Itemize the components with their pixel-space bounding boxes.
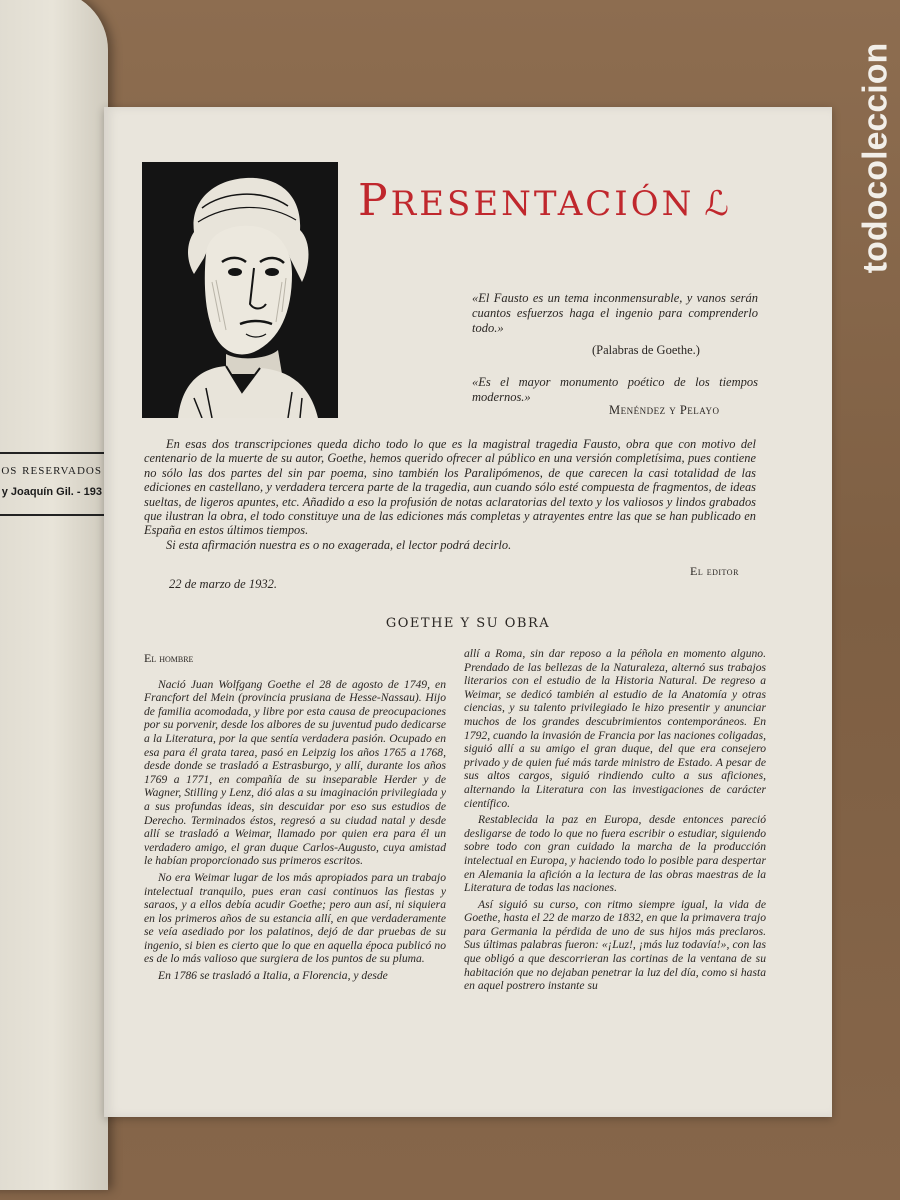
left-page xyxy=(0,0,108,1190)
body-paragraph: Así siguió su curso, con ritmo siempre igual, la vida de Goethe, hasta el 22 de marzo de 1832, en que la primavera trajo para Germania la pérdida de uno de sus hijos más preclaros. Sus últimas palabras fueron: «¡Luz!, ¡más luz todavía!», con las que obligó a que descorrieran las cortinas de la ventana de su habitación que no dejaban penetrar la luz del día, como si hasta en aquel postrero instante su xyxy=(464,897,766,993)
intro-text xyxy=(144,437,756,552)
title-flourish: ℒ xyxy=(704,184,732,224)
body-paragraph: allí a Roma, sin dar reposo a la péñola en momento alguno. Prendado de las bellezas de la Naturaleza, alternó sus trabajos literarios con el estudio de la Historia Natural. De regreso a Weimar, se dedicó también al estudio de la Anatomía y otras ciencias, y su talento privilegiado le hizo presentir y anunciar muchos de los grandes descubrimientos contemporáneos. En 1792, cuando la invasión de Francia por las naciones coligadas, siguió allí a su amigo el gran duque, del que era consejero privado y de quien fué más tarde ministro de Estado. A pesar de sus altos cargos, siguió rindiendo culto a sus aficiones, alternando la Literatura con las investigaciones de carácter científico. xyxy=(464,647,766,810)
section-title: GOETHE Y SU OBRA xyxy=(385,616,551,631)
column-left xyxy=(144,652,446,986)
body-paragraph: Restablecida la paz en Europa, desde entonces pareció desligarse de todo lo que no fuera escribir o estudiar, siguiendo sobre todo con gran cuidado la marcha de la producción intelectual en Europa, y haciendo todo lo posible para despertar en Alemania la afición a la lectura de las obras maestras de la Literatura de todas las naciones. xyxy=(464,813,766,895)
section-subhead: El hombre xyxy=(144,651,194,665)
left-label-line1: os reservados xyxy=(1,462,102,478)
intro-paragraph: En esas dos transcripciones queda dicho todo lo que es la magistral tragedia Fausto, obra que con motivo del centenario de la muerte de su autor, Goethe, hemos querido ofrecer al público en una versión completísima, pues contiene no sólo las dos partes del sin par poema, sino también los Paralipómenos, de que carecen la casi totalidad de las ediciones en castellano, y verdadera tercera parte de la tragedia, aun cuando sólo esté compuesta de fragmentos, de ideas sueltas, de ligeros apuntes, etc. Añadido a eso la profusión de notas aclaratorias del texto y los valiosos y lindos grabados que ilustran la obra, el todo constituye una de las ediciones más completas y atrayentes entre las que se han publicado en España en estos últimos tiempos. xyxy=(144,437,756,538)
page-title xyxy=(358,175,778,226)
intro-date: 22 de marzo de 1932. xyxy=(169,577,277,591)
column-right xyxy=(464,647,766,996)
intro-paragraph: Si esta afirmación nuestra es o no exagerada, el lector podrá decirlo. xyxy=(166,537,512,552)
editor-signature: El editor xyxy=(690,564,739,578)
body-paragraph: Nació Juan Wolfgang Goethe el 28 de agosto de 1749, en Francfort del Mein (provincia prusiana de Hesse-Nassau). Hijo de familia acomodada, y libre por esta causa de preocupaciones por su porvenir, desde los albores de su juventud pudo dedicarse a la Literatura, por la que sentía verdadera pasión. Ocupado en esa para él grata tarea, pasó en Leipzig los años 1765 a 1768, desde donde se trasladó a Estrasburgo, y allí, durante los años 1769 a 1771, en compañía de su inseparable Herder y de Wagner, Stilling y Lenz, dió alas a su imaginación privilegiada y a sus profundas ideas, sin descuidar por eso sus estudios de Derecho. Terminados éstos, regresó a su ciudad natal y desde allí se trasladó a Weimar, llamado por quien era para él un verdadero amigo, el gran duque Carlos-Augusto, cuya amistad le habían proporcionado sus primeros escritos. xyxy=(144,677,446,868)
title-initial: P xyxy=(358,175,391,226)
left-label-line2: y Joaquín Gil. - 193 xyxy=(1,486,102,498)
body-paragraph: En 1786 se trasladó a Italia, a Florencia, y desde xyxy=(158,969,388,983)
title-text: RESENTACIÓN xyxy=(390,184,695,224)
quote-menendez: «Es el mayor monumento poético de los tiempos modernos.» xyxy=(472,375,758,404)
left-page-label xyxy=(0,452,108,516)
quote-goethe: «El Fausto es un tema inconmensurable, y vanos serán cuantos esfuerzos haga el ingenio para comprenderlo todo.» xyxy=(472,291,758,335)
watermark xyxy=(852,8,900,308)
quote-goethe-attribution: (Palabras de Goethe.) xyxy=(592,343,700,357)
body-paragraph: No era Weimar lugar de los más apropiados para un trabajo intelectual tranquilo, pues eran casi continuos las fiestas y saraos, y a ellos debía acudir Goethe; pero aun así, ni siquiera en los primeros años de su estancia allí, en que verdaderamente se veía asediado por los palatinos, dejó de dar pruebas de su ingenio, si bien es cierto que lo que en aquella época publicó no es de lo más valioso que surgiera de los puntos de su pluma. xyxy=(144,870,446,966)
watermark-text: todocoleccion xyxy=(856,42,895,274)
quote-menendez-attribution: Menéndez y Pelayo xyxy=(609,403,720,417)
goethe-portrait-engraving xyxy=(142,162,338,418)
book-page xyxy=(104,107,832,1117)
